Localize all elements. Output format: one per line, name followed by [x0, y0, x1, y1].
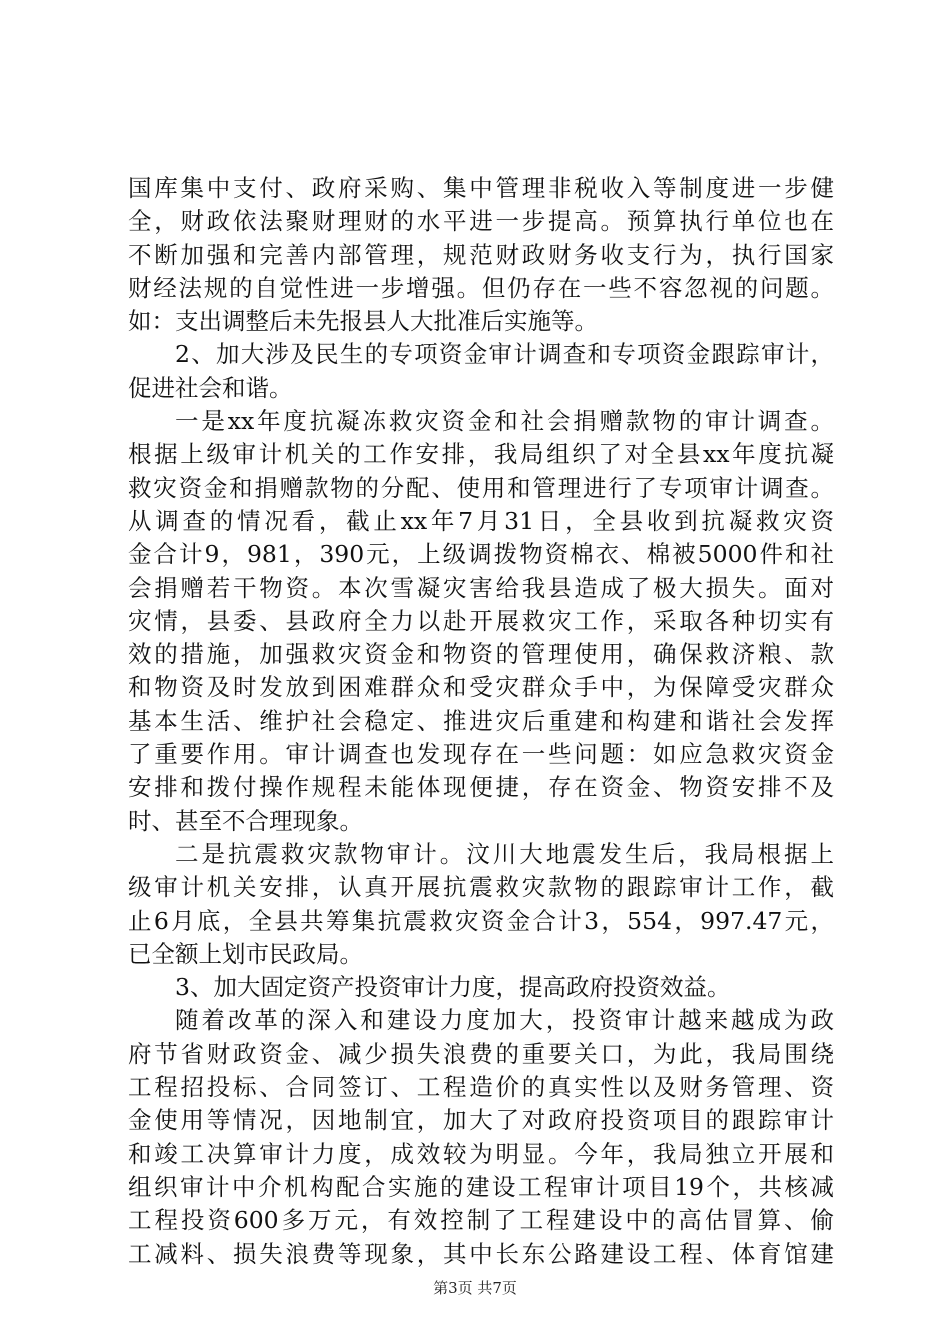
- text-line: 如：支出调整后未先报县人大批准后实施等。: [128, 307, 598, 336]
- text-line: 财经法规的自觉性进一步增强。但仍存在一些不容忽视的问题。: [128, 273, 834, 302]
- text-line: 金合计9，981，390元，上级调拨物资棉衣、棉被5000件和社: [128, 540, 834, 569]
- text-line: 救灾资金和捐赠款物的分配、使用和管理进行了专项审计调查。: [128, 473, 834, 502]
- text-line: 安排和拨付操作规程未能体现便捷，存在资金、物资安排不及: [128, 773, 834, 802]
- text-line: 级审计机关安排，认真开展抗震救灾款物的跟踪审计工作，截: [128, 873, 834, 902]
- text-line: 2、加大涉及民生的专项资金审计调查和专项资金跟踪审计，: [175, 340, 834, 369]
- text-line: 二是抗震救灾款物审计。汶川大地震发生后，我局根据上: [175, 839, 834, 868]
- text-line: 工减料、损失浪费等现象，其中长东公路建设工程、体育馆建: [128, 1239, 834, 1268]
- text-line: 3、加大固定资产投资审计力度，提高政府投资效益。: [175, 973, 731, 1002]
- text-line: 止6月底，全县共筹集抗震救灾资金合计3，554，997.47元，: [128, 906, 834, 935]
- text-line: 一是xx年度抗凝冻救灾资金和社会捐赠款物的审计调查。: [175, 407, 834, 436]
- text-line: 工程投资600多万元，有效控制了工程建设中的高估冒算、偷: [128, 1206, 834, 1235]
- text-line: 从调查的情况看，截止xx年7月31日，全县收到抗凝救灾资: [128, 506, 834, 535]
- text-line: 金使用等情况，因地制宜，加大了对政府投资项目的跟踪审计: [128, 1106, 834, 1135]
- text-line: 和物资及时发放到困难群众和受灾群众手中，为保障受灾群众: [128, 673, 834, 702]
- text-line: 根据上级审计机关的工作安排，我局组织了对全县xx年度抗凝: [128, 440, 834, 469]
- text-line: 会捐赠若干物资。本次雪凝灾害给我县造成了极大损失。面对: [128, 573, 834, 602]
- text-line: 工程招投标、合同签订、工程造价的真实性以及财务管理、资: [128, 1073, 834, 1102]
- text-line: 基本生活、维护社会稳定、推进灾后重建和构建和谐社会发挥: [128, 706, 834, 735]
- text-line: 随着改革的深入和建设力度加大，投资审计越来越成为政: [175, 1006, 834, 1035]
- text-line: 国库集中支付、政府采购、集中管理非税收入等制度进一步健: [128, 174, 834, 202]
- text-line: 组织审计中介机构配合实施的建设工程审计项目19个，共核减: [128, 1172, 834, 1201]
- page-footer: 第3页 共7页: [433, 1279, 517, 1297]
- text-line: 促进社会和谐。: [128, 373, 293, 402]
- text-line: 效的措施，加强救灾资金和物资的管理使用，确保救济粮、款: [128, 640, 834, 669]
- text-line: 时、甚至不合理现象。: [128, 806, 363, 835]
- text-line: 不断加强和完善内部管理，规范财政财务收支行为，执行国家: [128, 240, 834, 269]
- text-line: 灾情，县委、县政府全力以赴开展救灾工作，采取各种切实有: [128, 606, 834, 635]
- text-line: 了重要作用。审计调查也发现存在一些问题：如应急救灾资金: [128, 740, 834, 769]
- body-text: [128, 172, 834, 1271]
- text-line: 已全额上划市民政局。: [128, 939, 363, 968]
- text-line: 和竣工决算审计力度，成效较为明显。今年，我局独立开展和: [128, 1139, 834, 1168]
- text-line: 全，财政依法聚财理财的水平进一步提高。预算执行单位也在: [128, 207, 834, 236]
- text-line: 府节省财政资金、减少损失浪费的重要关口，为此，我局围绕: [128, 1039, 834, 1068]
